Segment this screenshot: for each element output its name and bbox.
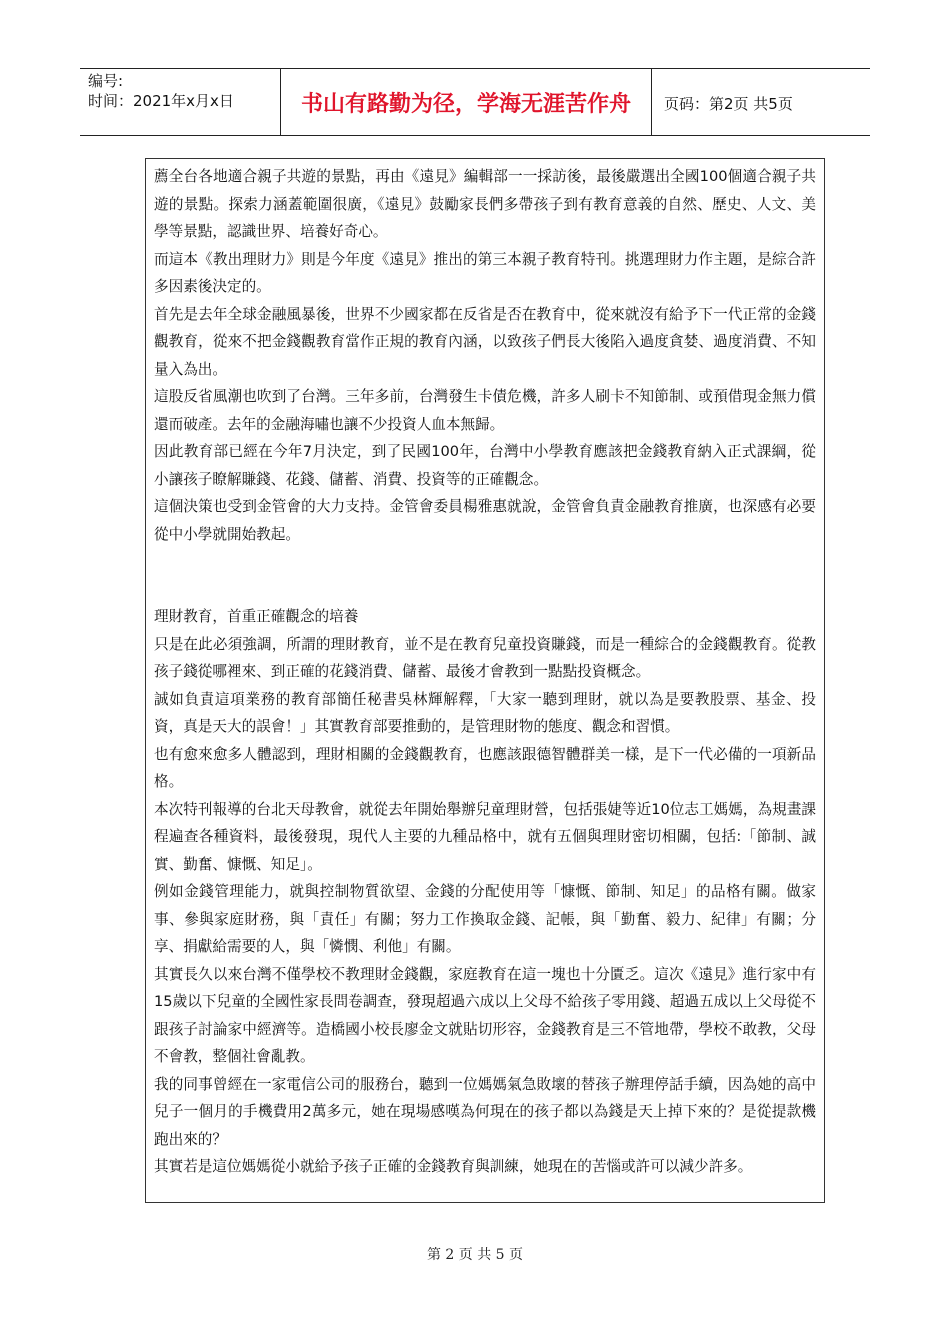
paragraph: 這股反省風潮也吹到了台灣。三年多前，台灣發生卡債危機，許多人刷卡不知節制、或預借現金無力償還而破產。去年的金融海嘯也讓不少投資人血本無歸。 <box>154 388 816 433</box>
paragraph: 首先是去年全球金融風暴後，世界不少國家都在反省是否在教育中，從來就沒有給予下一代正常的金錢觀教育，從來不把金錢觀教育當作正規的教育內涵，以致孩子們長大後陷入過度貪婪、過度消費、不知量入為出。 <box>154 305 816 378</box>
document-date-label: 时间：2021年x月x日 <box>88 92 234 110</box>
page-footer: 第 2 页 共 5 页 <box>426 1247 524 1263</box>
header-page-label: 页码：第2页 共5页 <box>664 94 793 113</box>
document-number-label: 编号: <box>88 72 124 90</box>
paragraph-spacer <box>154 548 816 603</box>
section-heading: 理財教育，首重正確觀念的培養 <box>154 608 359 625</box>
paragraph: 其實若是這位媽媽從小就給予孩子正確的金錢教育與訓練，她現在的苦惱或許可以減少許多。 <box>154 1158 753 1175</box>
paragraph: 本次特刊報導的台北天母教會，就從去年開始舉辦兒童理財營，包括張婕等近10位志工媽媽，為規畫課程遍查各種資料，最後發現，現代人主要的九種品格中，就有五個與理財密切相關，包括:「節制、誠實、勤奮、慷慨、知足」。 <box>154 800 816 873</box>
paragraph: 而這本《教出理財力》則是今年度《遠見》推出的第三本親子教育特刊。挑選理財力作主題，是綜合許多因素後決定的。 <box>154 250 816 295</box>
paragraph: 我的同事曾經在一家電信公司的服務台，聽到一位媽媽氣急敗壞的替孩子辦理停話手續，因為她的高中兒子一個月的手機費用2萬多元，她在現場感嘆為何現在的孩子都以為錢是天上掉下來的？是從提款機跑出來的？ <box>154 1075 816 1148</box>
paragraph: 這個決策也受到金管會的大力支持。金管會委員楊雅惠就說，金管會負責金融教育推廣，也深感有必要從中小學就開始教起。 <box>154 498 816 543</box>
header-motto: 书山有路勤为径，学海无涯苦作舟 <box>280 68 652 136</box>
paragraph: 只是在此必須強調，所謂的理財教育，並不是在教育兒童投資賺錢，而是一種綜合的金錢觀教育。從教孩子錢從哪裡來、到正確的花錢消費、儲蓄、最後才會教到一點點投資概念。 <box>154 635 816 680</box>
paragraph: 因此教育部已經在今年7月決定，到了民國100年，台灣中小學教育應該把金錢教育納入正式課綱，從小讓孩子瞭解賺錢、花錢、儲蓄、消費、投資等的正確觀念。 <box>154 443 816 488</box>
page-header <box>80 68 870 136</box>
paragraph: 也有愈來愈多人體認到，理財相關的金錢觀教育，也應該跟德智體群美一樣，是下一代必備的一項新品格。 <box>154 745 816 790</box>
paragraph: 其實長久以來台灣不僅學校不教理財金錢觀，家庭教育在這一塊也十分匱乏。這次《遠見》進行家中有15歲以下兒童的全國性家長問卷調查，發現超過六成以上父母不給孩子零用錢、超過五成以上父母從不跟孩子討論家中經濟等。造橋國小校長廖金文就貼切形容，金錢教育是三不管地帶，學校不敢教，父母不會教，整個社會亂教。 <box>154 965 816 1065</box>
header-meta <box>88 71 234 111</box>
article-body <box>145 158 825 1203</box>
paragraph: 誠如負責這項業務的教育部簡任秘書吳林輝解釋，「大家一聽到理財，就以為是要教股票、基金、投資，真是天大的誤會！」其實教育部要推動的，是管理財物的態度、觀念和習慣。 <box>154 690 816 735</box>
paragraph: 薦全台各地適合親子共遊的景點，再由《遠見》編輯部一一採訪後，最後嚴選出全國100個適合親子共遊的景點。探索力涵蓋範圍很廣，《遠見》鼓勵家長們多帶孩子到有教育意義的自然、歷史、人文、美學等景點，認識世界、培養好奇心。 <box>154 168 816 240</box>
paragraph: 例如金錢管理能力，就與控制物質欲望、金錢的分配使用等「慷慨、節制、知足」的品格有關。做家事、參與家庭財務，與「責任」有關；努力工作換取金錢、記帳，與「勤奮、毅力、紀律」有關；分享、捐獻給需要的人，與「憐憫、利他」有關。 <box>154 883 816 955</box>
